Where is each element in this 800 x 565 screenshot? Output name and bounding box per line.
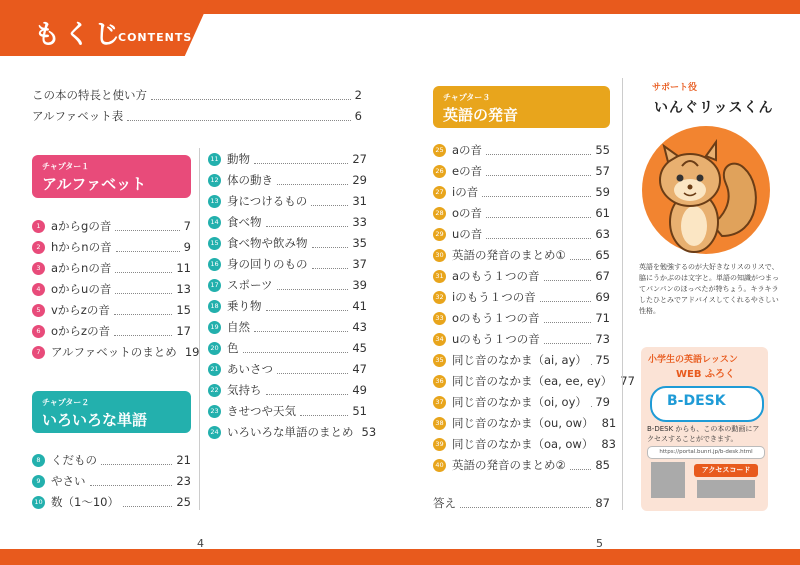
toc-page-number: 73 bbox=[595, 332, 610, 346]
toc-row[interactable] bbox=[433, 309, 610, 327]
lesson-number-badge: 9 bbox=[32, 475, 45, 488]
toc-row[interactable] bbox=[208, 297, 367, 315]
toc-row[interactable] bbox=[208, 318, 367, 336]
chapter2-header bbox=[32, 391, 191, 433]
qr-code[interactable] bbox=[651, 462, 685, 498]
toc-row[interactable] bbox=[32, 259, 191, 277]
leader-dots bbox=[277, 364, 348, 374]
toc-page-number: 83 bbox=[601, 437, 616, 451]
leader-dots bbox=[266, 217, 349, 227]
toc-row[interactable] bbox=[32, 322, 191, 340]
lesson-number-badge: 24 bbox=[208, 426, 221, 439]
toc-row[interactable] bbox=[32, 472, 191, 490]
lesson-number-badge: 26 bbox=[433, 165, 446, 178]
toc-page-number: 81 bbox=[601, 416, 617, 430]
toc-row[interactable] bbox=[208, 360, 367, 378]
toc-label: 同じ音のなかま（ou, ow） bbox=[452, 416, 594, 430]
leader-dots bbox=[277, 280, 349, 290]
toc-row[interactable] bbox=[32, 280, 191, 298]
lesson-number-badge: 19 bbox=[208, 321, 221, 334]
toc-label: aからgの音 bbox=[51, 219, 112, 233]
toc-row[interactable] bbox=[208, 192, 367, 210]
toc-page-number: 21 bbox=[176, 453, 191, 467]
lesson-number-badge: 30 bbox=[433, 249, 446, 262]
toc-page-number: 63 bbox=[595, 227, 610, 241]
lesson-number-badge: 38 bbox=[433, 417, 446, 430]
support-name: いんぐリッスくん bbox=[654, 100, 774, 116]
lesson-number-badge: 37 bbox=[433, 396, 446, 409]
chapter3-title: 英語の発音 bbox=[443, 106, 519, 124]
toc-row[interactable] bbox=[433, 393, 610, 411]
toc-page-number: 79 bbox=[595, 395, 610, 409]
lesson-number-badge: 27 bbox=[433, 186, 446, 199]
leader-dots bbox=[460, 498, 591, 508]
toc-row[interactable] bbox=[208, 150, 367, 168]
lesson-number-badge: 33 bbox=[433, 312, 446, 325]
toc-row[interactable] bbox=[208, 255, 367, 273]
leader-dots bbox=[254, 154, 348, 164]
lesson-number-badge: 35 bbox=[433, 354, 446, 367]
toc-label: iのもう１つの音 bbox=[452, 290, 536, 304]
toc-row[interactable] bbox=[433, 288, 610, 306]
toc-label: 同じ音のなかま（ai, ay） bbox=[452, 353, 587, 367]
toc-page-number: 2 bbox=[354, 88, 362, 102]
access-code-label: アクセスコード bbox=[694, 464, 758, 477]
toc-label: 乗り物 bbox=[227, 299, 262, 313]
toc-row[interactable] bbox=[208, 213, 367, 231]
lesson-number-badge: 31 bbox=[433, 270, 446, 283]
toc-row[interactable] bbox=[433, 414, 617, 432]
toc-label: 身の回りのもの bbox=[227, 257, 308, 271]
lesson-number-badge: 5 bbox=[32, 304, 45, 317]
toc-page-number: 6 bbox=[354, 109, 362, 123]
toc-page-number: 77 bbox=[620, 374, 635, 388]
leader-dots bbox=[114, 326, 172, 336]
toc-row[interactable] bbox=[208, 234, 367, 252]
toc-page-number: 31 bbox=[352, 194, 367, 208]
toc-label: uの音 bbox=[452, 227, 483, 241]
chapter1-title: アルファベット bbox=[42, 175, 147, 193]
toc-page-number: 43 bbox=[352, 320, 367, 334]
lesson-number-badge: 21 bbox=[208, 363, 221, 376]
leader-dots bbox=[312, 259, 349, 269]
leader-dots bbox=[254, 322, 348, 332]
toc-page-number: 53 bbox=[361, 425, 377, 439]
page-number-left: 4 bbox=[197, 537, 204, 550]
toc-page-number: 29 bbox=[352, 173, 367, 187]
lesson-number-badge: 6 bbox=[32, 325, 45, 338]
bottom-bar bbox=[0, 549, 800, 565]
lesson-number-badge: 36 bbox=[433, 375, 446, 388]
lesson-number-badge: 34 bbox=[433, 333, 446, 346]
b-desk-logo: B-DESK bbox=[667, 393, 726, 409]
lesson-number-badge: 32 bbox=[433, 291, 446, 304]
toc-label: iの音 bbox=[452, 185, 479, 199]
web-heading1: 小学生の英語レッスン bbox=[648, 355, 738, 365]
toc-page-number: 47 bbox=[352, 362, 367, 376]
toc-page-number: 15 bbox=[176, 303, 191, 317]
toc-label: 同じ音のなかま（oi, oy） bbox=[452, 395, 587, 409]
leader-dots bbox=[544, 271, 592, 281]
chapter1-header bbox=[32, 155, 191, 198]
leader-dots bbox=[277, 175, 348, 185]
lesson-number-badge: 29 bbox=[433, 228, 446, 241]
lesson-number-badge: 15 bbox=[208, 237, 221, 250]
lesson-number-badge: 18 bbox=[208, 300, 221, 313]
lesson-number-badge: 20 bbox=[208, 342, 221, 355]
leader-dots bbox=[570, 460, 592, 470]
toc-label: 動物 bbox=[227, 152, 250, 166]
lesson-number-badge: 4 bbox=[32, 283, 45, 296]
toc-label: いろいろな単語のまとめ bbox=[227, 425, 354, 439]
lesson-number-badge: 17 bbox=[208, 279, 221, 292]
toc-page-number: 67 bbox=[595, 269, 610, 283]
toc-label: hからnの音 bbox=[51, 240, 112, 254]
lesson-number-badge: 12 bbox=[208, 174, 221, 187]
toc-page-number: 51 bbox=[352, 404, 367, 418]
leader-dots bbox=[570, 250, 592, 260]
toc-label: この本の特長と使い方 bbox=[32, 88, 147, 102]
toc-page-number: 23 bbox=[176, 474, 191, 488]
toc-label: スポーツ bbox=[227, 278, 273, 292]
toc-label: 色 bbox=[227, 341, 239, 355]
access-code-box bbox=[697, 480, 755, 498]
lesson-number-badge: 8 bbox=[32, 454, 45, 467]
lesson-number-badge: 23 bbox=[208, 405, 221, 418]
chapter1-small: チャプター１ bbox=[42, 162, 90, 171]
web-heading2: WEB ふろく bbox=[676, 369, 735, 380]
toc-label: 食べ物や飲み物 bbox=[227, 236, 308, 250]
leader-dots bbox=[300, 406, 348, 416]
toc-label: きせつや天気 bbox=[227, 404, 296, 418]
leader-dots bbox=[123, 497, 172, 507]
toc-row[interactable] bbox=[433, 267, 610, 285]
toc-row[interactable] bbox=[208, 423, 377, 441]
toc-page-number: 45 bbox=[352, 341, 367, 355]
squirrel-icon bbox=[642, 126, 770, 256]
chapter3-small: チャプター３ bbox=[443, 93, 491, 102]
web-text: B-DESK からも、この本の動画にアクセスすることができます。 bbox=[647, 425, 760, 443]
page-title: もくじ bbox=[34, 20, 125, 50]
lesson-number-badge: 16 bbox=[208, 258, 221, 271]
leader-dots bbox=[114, 305, 173, 315]
leader-dots bbox=[311, 196, 348, 206]
toc-page-number: 85 bbox=[595, 458, 610, 472]
toc-row[interactable] bbox=[433, 225, 610, 243]
toc-label: vからzの音 bbox=[51, 303, 110, 317]
answers-label: 答え bbox=[433, 496, 456, 510]
toc-page-number: 13 bbox=[176, 282, 191, 296]
leader-dots bbox=[540, 292, 592, 302]
toc-row[interactable] bbox=[32, 238, 191, 256]
toc-label: oのもう１つの音 bbox=[452, 311, 540, 325]
toc-page-number: 49 bbox=[352, 383, 367, 397]
toc-label: 数（1～10） bbox=[51, 495, 119, 509]
leader-dots bbox=[486, 145, 591, 155]
toc-page-number: 19 bbox=[184, 345, 200, 359]
page-subtitle: CONTENTS bbox=[118, 31, 193, 44]
toc-row[interactable] bbox=[208, 381, 367, 399]
toc-page-number: 55 bbox=[595, 143, 610, 157]
web-url[interactable]: https://portal.bunri.jp/b-desk.html bbox=[647, 446, 765, 459]
lesson-number-badge: 14 bbox=[208, 216, 221, 229]
toc-page-number: 39 bbox=[352, 278, 367, 292]
lesson-number-badge: 22 bbox=[208, 384, 221, 397]
leader-dots bbox=[544, 313, 592, 323]
lesson-number-badge: 7 bbox=[32, 346, 45, 359]
toc-page-number: 37 bbox=[352, 257, 367, 271]
toc-page-number: 59 bbox=[595, 185, 610, 199]
leader-dots bbox=[312, 238, 349, 248]
toc-label: やさい bbox=[51, 474, 86, 488]
toc-page-number: 11 bbox=[176, 261, 191, 275]
leader-dots bbox=[90, 476, 173, 486]
toc-row[interactable] bbox=[208, 339, 367, 357]
toc-label: くだもの bbox=[51, 453, 97, 467]
toc-label: uのもう１つの音 bbox=[452, 332, 540, 346]
lesson-number-badge: 3 bbox=[32, 262, 45, 275]
leader-dots bbox=[115, 221, 179, 231]
toc-row[interactable] bbox=[433, 204, 610, 222]
toc-page-number: 27 bbox=[352, 152, 367, 166]
lesson-number-badge: 39 bbox=[433, 438, 446, 451]
toc-label: 同じ音のなかま（oa, ow） bbox=[452, 437, 594, 451]
chapter3-header bbox=[433, 86, 610, 128]
column-divider bbox=[199, 148, 200, 510]
leader-dots bbox=[127, 111, 350, 121]
toc-row[interactable] bbox=[433, 330, 610, 348]
toc-row[interactable] bbox=[433, 246, 610, 264]
page-number-right: 5 bbox=[596, 537, 603, 550]
toc-label: aからnの音 bbox=[51, 261, 112, 275]
leader-dots bbox=[266, 301, 349, 311]
toc-row[interactable] bbox=[32, 86, 362, 104]
lesson-number-badge: 40 bbox=[433, 459, 446, 472]
toc-page-number: 61 bbox=[595, 206, 610, 220]
lesson-number-badge: 13 bbox=[208, 195, 221, 208]
toc-label: 英語の発音のまとめ② bbox=[452, 458, 566, 472]
leader-dots bbox=[115, 284, 172, 294]
chapter2-small: チャプター２ bbox=[42, 398, 90, 407]
toc-row[interactable] bbox=[433, 141, 610, 159]
toc-page-number: 35 bbox=[352, 236, 367, 250]
toc-label: oからuの音 bbox=[51, 282, 112, 296]
toc-row[interactable] bbox=[208, 276, 367, 294]
toc-row[interactable] bbox=[433, 351, 610, 369]
leader-dots bbox=[101, 455, 172, 465]
toc-row[interactable] bbox=[208, 171, 367, 189]
toc-row[interactable] bbox=[433, 435, 616, 453]
side-divider bbox=[622, 78, 623, 510]
lesson-number-badge: 25 bbox=[433, 144, 446, 157]
leader-dots bbox=[116, 242, 180, 252]
support-description: 英語を勉強するのが大好きなリスのリスで、脇にうかぶのは文字と。単語の知識がつまってパンパンのほっぺたが特ちょう。キラキラしたひとみでアドバイスしてくれるやさしい性格。 bbox=[639, 263, 779, 315]
leader-dots bbox=[486, 208, 591, 218]
toc-row[interactable] bbox=[32, 493, 191, 511]
toc-label: アルファベット表 bbox=[32, 109, 124, 123]
toc-label: あいさつ bbox=[227, 362, 273, 376]
toc-label: 体の動き bbox=[227, 173, 273, 187]
toc-label: 英語の発音のまとめ① bbox=[452, 248, 566, 262]
lesson-number-badge: 28 bbox=[433, 207, 446, 220]
toc-label: 食べ物 bbox=[227, 215, 262, 229]
leader-dots bbox=[151, 90, 351, 100]
leader-dots bbox=[115, 263, 172, 273]
toc-page-number: 9 bbox=[183, 240, 191, 254]
toc-row[interactable] bbox=[433, 162, 610, 180]
toc-row[interactable] bbox=[433, 456, 610, 474]
support-title: サポート役 bbox=[652, 83, 698, 93]
toc-page-number: 7 bbox=[183, 219, 191, 233]
toc-page-number: 69 bbox=[595, 290, 610, 304]
toc-label: 自然 bbox=[227, 320, 250, 334]
toc-row[interactable] bbox=[32, 343, 200, 361]
toc-row[interactable] bbox=[32, 217, 191, 235]
toc-row[interactable] bbox=[433, 372, 635, 390]
leader-dots bbox=[486, 166, 591, 176]
toc-label: oからzの音 bbox=[51, 324, 111, 338]
toc-page-number: 41 bbox=[352, 299, 367, 313]
toc-row[interactable] bbox=[32, 301, 191, 319]
lesson-number-badge: 1 bbox=[32, 220, 45, 233]
leader-dots bbox=[266, 385, 349, 395]
answers-page: 87 bbox=[595, 496, 610, 510]
toc-row[interactable] bbox=[208, 402, 367, 420]
lesson-number-badge: 2 bbox=[32, 241, 45, 254]
toc-label: oの音 bbox=[452, 206, 483, 220]
toc-label: アルファベットのまとめ bbox=[51, 345, 177, 359]
toc-label: 気持ち bbox=[227, 383, 262, 397]
leader-dots bbox=[243, 343, 349, 353]
leader-dots bbox=[544, 334, 592, 344]
toc-page-number: 57 bbox=[595, 164, 610, 178]
toc-page-number: 17 bbox=[176, 324, 191, 338]
toc-label: aのもう１つの音 bbox=[452, 269, 540, 283]
toc-page-number: 33 bbox=[352, 215, 367, 229]
toc-row[interactable] bbox=[32, 451, 191, 469]
toc-row[interactable] bbox=[32, 107, 362, 125]
toc-page-number: 75 bbox=[595, 353, 610, 367]
chapter2-title: いろいろな単語 bbox=[42, 411, 148, 429]
toc-label: aの音 bbox=[452, 143, 483, 157]
toc-label: 同じ音のなかま（ea, ee, ey） bbox=[452, 374, 613, 388]
toc-page-number: 25 bbox=[176, 495, 191, 509]
toc-label: eの音 bbox=[452, 164, 483, 178]
lesson-number-badge: 10 bbox=[32, 496, 45, 509]
leader-dots bbox=[486, 229, 591, 239]
leader-dots bbox=[482, 187, 591, 197]
answers-row[interactable] bbox=[433, 494, 610, 512]
toc-page-number: 65 bbox=[595, 248, 610, 262]
toc-row[interactable] bbox=[433, 183, 610, 201]
toc-label: 身につけるもの bbox=[227, 194, 308, 208]
toc-page-number: 71 bbox=[595, 311, 610, 325]
lesson-number-badge: 11 bbox=[208, 153, 221, 166]
